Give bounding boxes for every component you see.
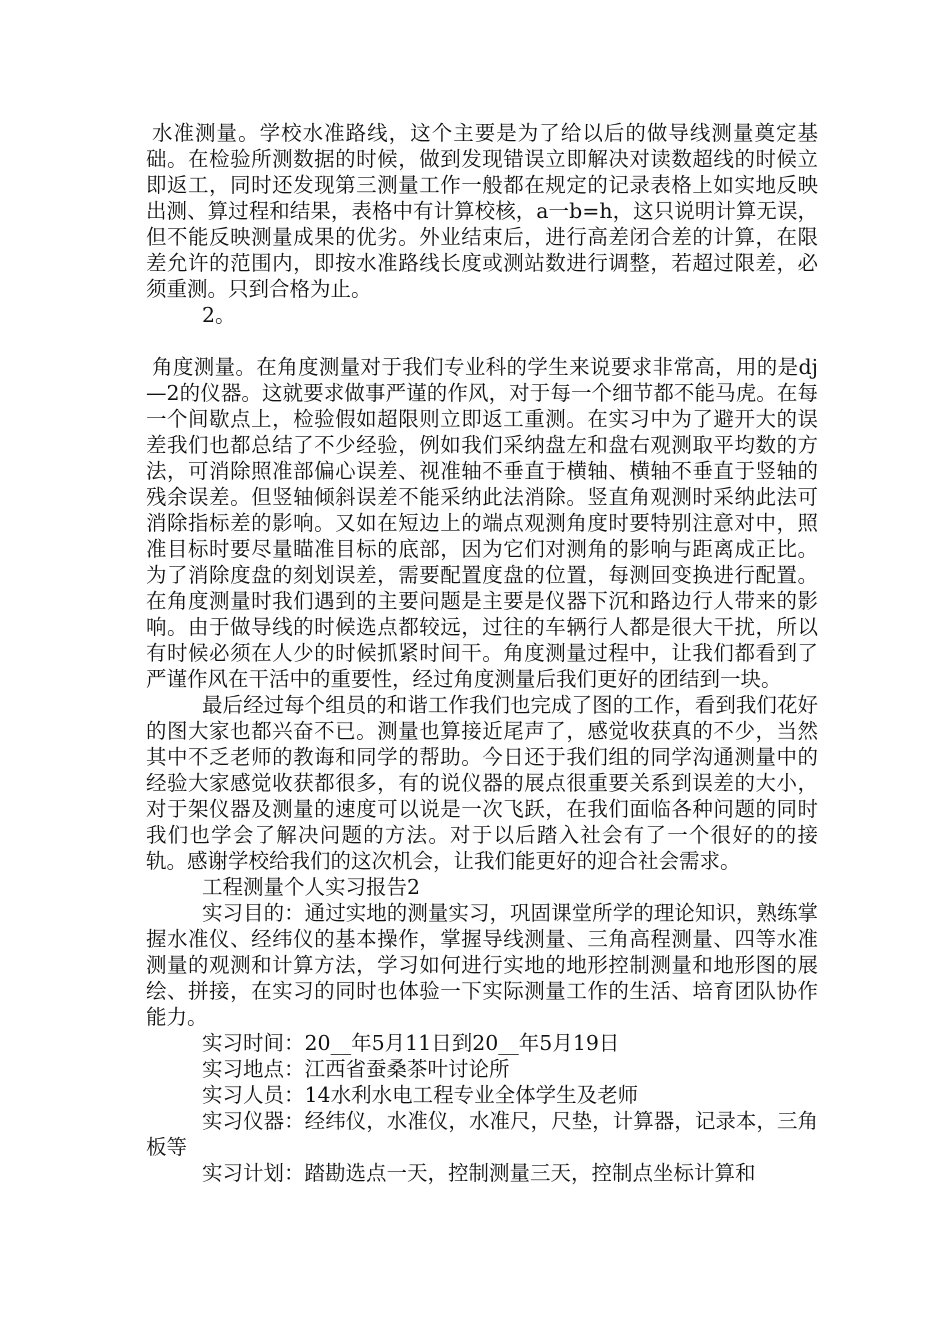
paragraph-conclusion: 最后经过每个组员的和谐工作我们也完成了图的工作，看到我们花好的图大家也都兴奋不已。测量也算接近尾声了，感觉收获真的不少，当然其中不乏老师的教诲和同学的帮助。今日还于我们组的同学沟通测量中的经验大家感觉收获都很多，有的说仪器的展点很重要关系到误差的大小，对于架仪器及测量的速度可以说是一次飞跃，在我们面临各种问题的同时我们也学会了解决问题的方法。对于以后踏入社会有了一个很好的的接轨。感谢学校给我们的这次机会，让我们能更好的迎合社会需求。 — [146, 693, 818, 873]
paragraph-personnel: 实习人员：14水利水电工程专业全体学生及老师 — [202, 1083, 639, 1107]
paragraph-instruments: 实习仪器：经纬仪，水准仪，水准尺，尺垫，计算器，记录本，三角板等 — [146, 1109, 818, 1159]
paragraph-leveling-survey: 水准测量。学校水准路线，这个主要是为了给以后的做导线测量奠定基础。在检验所测数据的时候，做到发现错误立即解决对读数超线的时候立即返工，同时还发现第三测量工作一般都在规定的记录表格上如实地反映出测、算过程和结果，表格中有计算校核，a一b=h，这只说明计算无误，但不能反映测量成果的优劣。外业结束后，进行高差闭合差的计算，在限差允许的范围内，即按水准路线长度或测站数进行调整，若超过限差，必须重测。只到合格为止。 — [146, 121, 818, 301]
paragraph-location: 实习地点：江西省蚕桑茶叶讨论所 — [202, 1057, 510, 1081]
report-title: 工程测量个人实习报告2 — [202, 875, 421, 899]
paragraph-time: 实习时间：20__年5月11日到20__年5月19日 — [202, 1031, 620, 1055]
paragraph-angle-survey: 角度测量。在角度测量对于我们专业科的学生来说要求非常高，用的是dj—2的仪器。这就要求做事严谨的作风，对于每一个细节都不能马虎。在每一个间歇点上，检验假如超限则立即返工重测。在实习中为了避开大的误差我们也都总结了不少经验，例如我们采纳盘左和盘右观测取平均数的方法，可消除照准部偏心误差、视准轴不垂直于横轴、横轴不垂直于竖轴的残余误差。但竖轴倾斜误差不能采纳此法消除。竖直角观测时采纳此法可消除指标差的影响。又如在短边上的端点观测角度时要特别注意对中，照准目标时要尽量瞄准目标的底部，因为它们对测角的影响与距离成正比。为了消除度盘的刻划误差，需要配置度盘的位置，每测回变换进行配置。在角度测量时我们遇到的主要问题是主要是仪器下沉和路边行人带来的影响。由于做导线的时候选点都较远，过往的车辆行人都是很大干扰，所以有时候必须在人少的时候抓紧时间干。角度测量过程中，让我们都看到了严谨作风在干活中的重要性，经过角度测量后我们更好的团结到一块。 — [146, 355, 818, 691]
paragraph-number-2: 2。 — [202, 303, 236, 327]
document-page — [146, 120, 818, 1186]
paragraph-plan: 实习计划：踏勘选点一天，控制测量三天，控制点坐标计算和 — [202, 1161, 756, 1185]
paragraph-purpose: 实习目的：通过实地的测量实习，巩固课堂所学的理论知识，熟练掌握水准仪、经纬仪的基本操作，掌握导线测量、三角高程测量、四等水准测量的观测和计算方法，学习如何进行实地的地形控制测量和地形图的展绘、拼接，在实习的同时也体验一下实际测量工作的生活、培育团队协作能力。 — [146, 901, 818, 1029]
